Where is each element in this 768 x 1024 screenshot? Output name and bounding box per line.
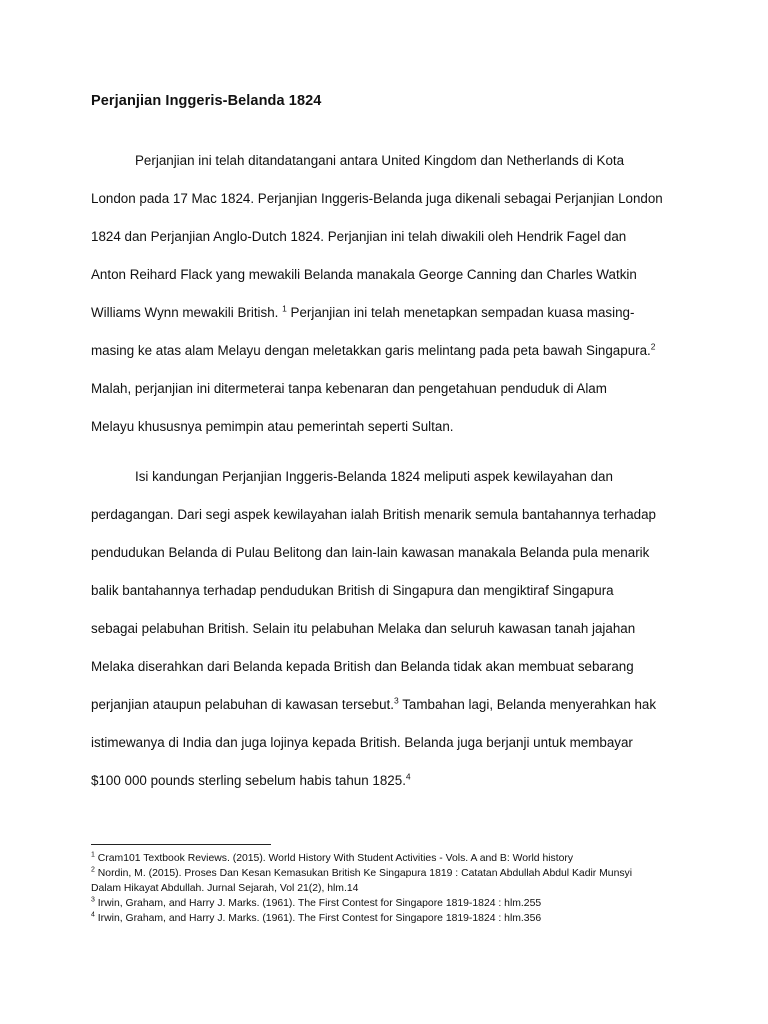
paragraph-line: Perjanjian ini telah ditandatangani antara United Kingdom dan Netherlands di Kota — [135, 153, 625, 168]
footnote-text: Nordin, M. (2015). Proses Dan Kesan Kemasukan British Ke Singapura 1819 : Catatan Abdullah Abdul Kadir Munsyi — [94, 868, 633, 879]
paragraph-line: Melaka diserahkan dari Belanda kepada British dan Belanda tidak akan membuat sebarang — [91, 659, 634, 674]
footnote-number: 4 — [91, 911, 95, 919]
text-segment: Williams Wynn mewakili British. — [91, 305, 283, 320]
footnote-1 — [91, 851, 691, 866]
footnote-text: Cram101 Textbook Reviews. (2015). World History With Student Activities - Vols. A and B: World history — [94, 853, 574, 864]
paragraph-line: London pada 17 Mac 1824. Perjanjian Inggeris-Belanda juga dikenali sebagai Perjanjian London — [91, 191, 663, 206]
text-segment: $100 000 pounds sterling sebelum habis tahun 1825. — [91, 773, 406, 788]
footnote-reference: 2 — [650, 341, 656, 352]
paragraph-line — [91, 303, 683, 341]
paragraph-line — [91, 695, 683, 733]
footnote-2-continued — [91, 881, 691, 896]
paragraph-line: Melayu khususnya pemimpin atau pemerintah seperti Sultan. — [91, 419, 454, 434]
text-segment: Perjanjian ini telah menetapkan sempadan kuasa masing- — [286, 305, 635, 320]
paragraph-line — [91, 341, 683, 379]
text-segment: masing ke atas alam Melayu dengan meletakkan garis melintang pada peta bawah Singapura. — [91, 343, 651, 358]
paragraph-line: 1824 dan Perjanjian Anglo-Dutch 1824. Perjanjian ini telah diwakili oleh Hendrik Fagel dan — [91, 229, 627, 244]
footnote-reference: 1 — [282, 303, 287, 314]
footnotes — [91, 851, 691, 926]
paragraph-line: balik bantahannya terhadap pendudukan British di Singapura dan mengiktiraf Singapura — [91, 583, 614, 598]
footnote-number: 3 — [91, 896, 95, 904]
text-segment: Tambahan lagi, Belanda menyerahkan hak — [398, 697, 657, 712]
footnote-number: 1 — [91, 851, 95, 859]
footnote-2 — [91, 866, 691, 881]
footnote-3 — [91, 896, 691, 911]
document-title: Perjanjian Inggeris-Belanda 1824 — [91, 93, 322, 109]
paragraph-line: perdagangan. Dari segi aspek kewilayahan ialah British menarik semula bantahannya terhadap — [91, 507, 656, 522]
paragraph-line: istimewanya di India dan juga lojinya kepada British. Belanda juga berjanji untuk membayar — [91, 735, 633, 750]
paragraph-line: sebagai pelabuhan British. Selain itu pelabuhan Melaka dan seluruh kawasan tanah jajahan — [91, 621, 636, 636]
footnote-4 — [91, 911, 691, 926]
paragraph-2 — [91, 467, 683, 809]
text-segment: perjanjian ataupun pelabuhan di kawasan tersebut. — [91, 697, 395, 712]
footnote-number: 2 — [91, 866, 95, 874]
paragraph-line: pendudukan Belanda di Pulau Belitong dan lain-lain kawasan manakala Belanda pula menarik — [91, 545, 650, 560]
footnote-text: Irwin, Graham, and Harry J. Marks. (1961). The First Contest for Singapore 1819-1824 : hlm.356 — [94, 913, 542, 924]
paragraph-line — [91, 771, 683, 809]
paragraph-line: Isi kandungan Perjanjian Inggeris-Belanda 1824 meliputi aspek kewilayahan dan — [135, 469, 613, 484]
footnote-separator — [91, 844, 271, 845]
footnote-reference: 4 — [405, 771, 411, 782]
paragraph-1 — [91, 151, 683, 455]
paragraph-line: Anton Reihard Flack yang mewakili Belanda manakala George Canning dan Charles Watkin — [91, 267, 637, 282]
footnote-text: Dalam Hikayat Abdullah. Jurnal Sejarah, Vol 21(2), hlm.14 — [91, 883, 359, 894]
footnote-text: Irwin, Graham, and Harry J. Marks. (1961). The First Contest for Singapore 1819-1824 : hlm.255 — [94, 898, 542, 909]
footnote-reference: 3 — [394, 695, 399, 706]
paragraph-line: Malah, perjanjian ini ditermeterai tanpa kebenaran dan pengetahuan penduduk di Alam — [91, 381, 607, 396]
